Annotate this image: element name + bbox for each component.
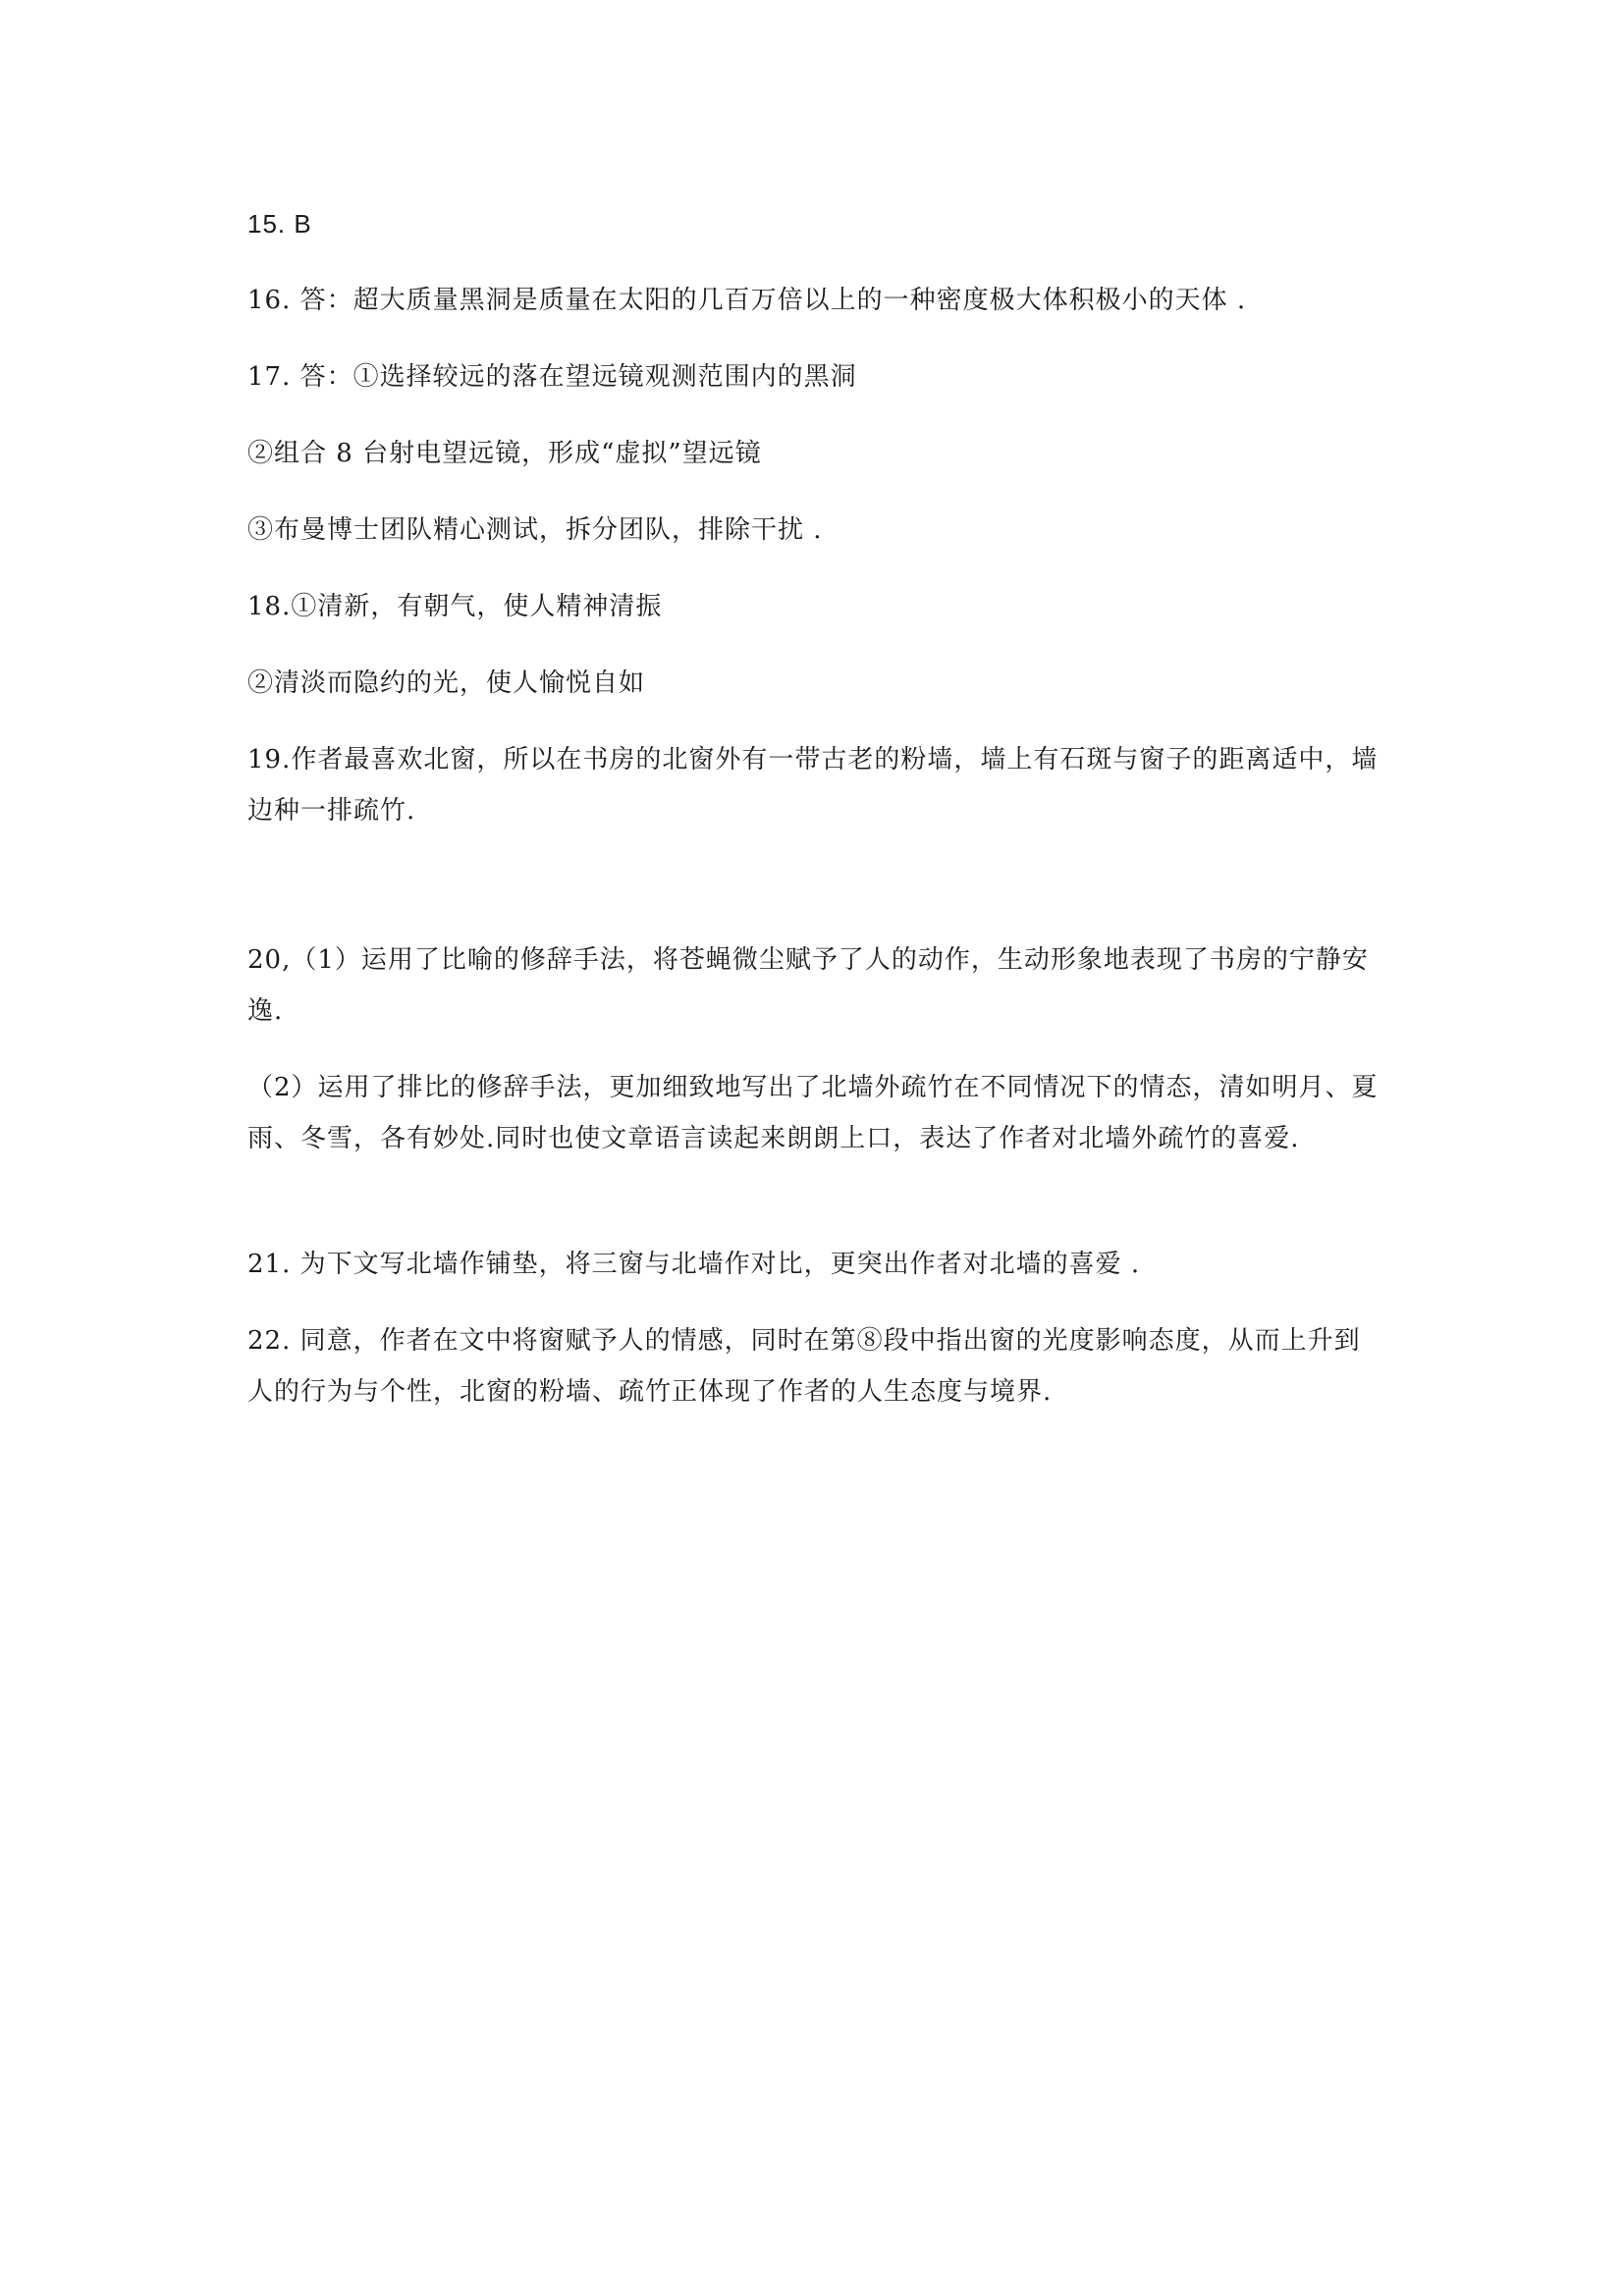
answer-19: 19.作者最喜欢北窗，所以在书房的北窗外有一带古老的粉墙，墙上有石斑与窗子的距离适中，墙边种一排疏竹. <box>247 745 1379 826</box>
answer-18-part-2: ②清淡而隐约的光，使人愉悦自如 <box>247 668 646 698</box>
answer-22: 22. 同意，作者在文中将窗赋予人的情感，同时在第⑧段中指出窗的光度影响态度，从而上升到人的行为与个性，北窗的粉墙、疏竹正体现了作者的人生态度与境界. <box>247 1326 1361 1407</box>
answer-20-part-2: （2）运用了排比的修辞手法，更加细致地写出了北墙外疏竹在不同情况下的情态，清如明月、夏雨、冬雪，各有妙处.同时也使文章语言读起来朗朗上口，表达了作者对北墙外疏竹的喜爱. <box>247 1073 1379 1153</box>
answer-17-part-1: 17. 答：①选择较远的落在望远镜观测范围内的黑洞 <box>247 362 857 392</box>
answer-16: 16. 答：超大质量黑洞是质量在太阳的几百万倍以上的一种密度极大体积极小的天体 . <box>247 286 1247 315</box>
answer-17-part-2: ②组合 8 台射电望远镜，形成“虚拟”望远镜 <box>247 439 762 468</box>
answer-20-part-1: 20,（1）运用了比喻的修辞手法，将苍蝇微尘赋予了人的动作，生动形象地表现了书房的宁静安逸. <box>247 945 1369 1026</box>
answer-18-part-1: 18.①清新，有朝气，使人精神清振 <box>247 592 663 621</box>
answer-17-part-3: ③布曼博士团队精心测试，拆分团队，排除干扰 . <box>247 515 823 545</box>
answer-15: 15. B <box>247 209 312 239</box>
answer-21: 21. 为下文写北墙作铺垫，将三窗与北墙作对比，更突出作者对北墙的喜爱 . <box>247 1250 1141 1279</box>
